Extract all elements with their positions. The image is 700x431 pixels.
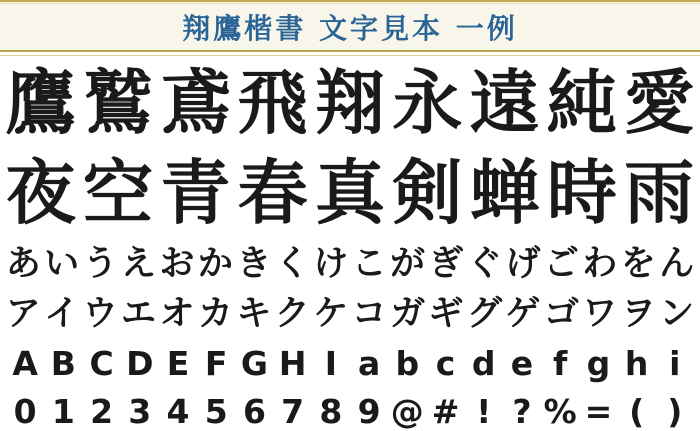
gold-rule-bottom-thin	[0, 55, 700, 56]
sample-glyph: ?	[512, 392, 532, 431]
sample-glyph: げ	[505, 242, 541, 284]
sample-glyph: B	[50, 343, 76, 383]
sample-glyph: 青	[160, 151, 231, 234]
sample-glyph: 8	[319, 392, 343, 431]
sample-glyph: 9	[357, 392, 381, 431]
sample-glyph: グ	[466, 292, 502, 334]
sample-glyph: い	[44, 242, 80, 284]
sample-glyph: =	[584, 392, 613, 431]
sample-glyph: 真	[314, 151, 385, 234]
sample-glyph: 春	[237, 151, 308, 234]
specimen-header-band	[0, 0, 700, 52]
sample-glyph: 鳶	[160, 61, 231, 144]
kanji-sample-row-2	[0, 148, 700, 238]
sample-glyph: わ	[582, 242, 618, 284]
sample-glyph: d	[471, 343, 496, 383]
katakana-sample-row	[0, 288, 700, 338]
sample-glyph: ぎ	[428, 242, 464, 284]
sample-glyph: イ	[44, 292, 80, 334]
sample-glyph: 時	[546, 151, 617, 234]
sample-glyph: 5	[204, 392, 228, 431]
sample-glyph: ウ	[82, 292, 118, 334]
sample-glyph: F	[204, 343, 228, 383]
sample-glyph: b	[395, 343, 420, 383]
sample-glyph: )	[667, 392, 683, 431]
sample-glyph: 愛	[624, 61, 695, 144]
latin-sample-row	[0, 338, 700, 388]
sample-glyph: を	[620, 242, 656, 284]
sample-glyph: ヲ	[620, 292, 656, 334]
sample-glyph: e	[510, 343, 534, 383]
sample-glyph: 4	[166, 392, 190, 431]
sample-glyph: 0	[13, 392, 37, 431]
sample-glyph: え	[121, 242, 157, 284]
sample-glyph: こ	[351, 242, 387, 284]
sample-glyph: E	[166, 343, 190, 383]
sample-glyph: 永	[392, 61, 463, 144]
sample-glyph: ゴ	[543, 292, 579, 334]
sample-glyph: a	[357, 343, 381, 383]
sample-glyph: (	[629, 392, 645, 431]
sample-glyph: 剣	[392, 151, 463, 234]
specimen-body	[0, 52, 700, 431]
sample-glyph: ん	[659, 242, 695, 284]
sample-glyph: g	[586, 343, 611, 383]
sample-glyph: 鷹	[5, 61, 76, 144]
sample-glyph: が	[390, 242, 426, 284]
sample-glyph: G	[240, 343, 268, 383]
sample-glyph: コ	[351, 292, 387, 334]
sample-glyph: 翔	[314, 61, 385, 144]
sample-glyph: キ	[236, 292, 272, 334]
sample-glyph: C	[89, 343, 114, 383]
sample-glyph: 雨	[624, 151, 695, 234]
sample-glyph: 6	[242, 392, 266, 431]
kanji-sample-row-1	[0, 58, 700, 148]
sample-glyph: あ	[5, 242, 41, 284]
sample-glyph: 7	[281, 392, 305, 431]
sample-glyph: ご	[543, 242, 579, 284]
sample-glyph: f	[552, 343, 568, 383]
sample-glyph: カ	[197, 292, 233, 334]
sample-glyph: D	[126, 343, 154, 383]
sample-glyph: う	[82, 242, 118, 284]
gold-rule-bottom	[0, 50, 700, 52]
sample-glyph: き	[236, 242, 272, 284]
sample-glyph: I	[324, 343, 337, 383]
sample-glyph: 3	[128, 392, 152, 431]
sample-glyph: @	[390, 392, 424, 431]
sample-glyph: A	[12, 343, 38, 383]
sample-glyph: か	[197, 242, 233, 284]
sample-glyph: h	[624, 343, 649, 383]
specimen-title: 翔鷹楷書 文字見本 一例	[182, 12, 518, 45]
sample-glyph: %	[543, 392, 577, 431]
sample-glyph: 1	[51, 392, 75, 431]
sample-glyph: ア	[5, 292, 41, 334]
sample-glyph: c	[435, 343, 456, 383]
sample-glyph: 遠	[469, 61, 540, 144]
sample-glyph: オ	[159, 292, 195, 334]
sample-glyph: ギ	[428, 292, 464, 334]
sample-glyph: 純	[546, 61, 617, 144]
sample-glyph: お	[159, 242, 195, 284]
sample-glyph: 蝉	[469, 151, 540, 234]
sample-glyph: ガ	[390, 292, 426, 334]
sample-glyph: !	[476, 392, 492, 431]
sample-glyph: 2	[90, 392, 114, 431]
sample-glyph: 鷲	[82, 61, 153, 144]
sample-glyph: ワ	[582, 292, 618, 334]
sample-glyph: ゲ	[505, 292, 541, 334]
sample-glyph: #	[431, 392, 460, 431]
hiragana-sample-row	[0, 238, 700, 288]
sample-glyph: エ	[121, 292, 157, 334]
sample-glyph: ク	[274, 292, 310, 334]
sample-glyph: ぐ	[466, 242, 502, 284]
sample-glyph: ケ	[313, 292, 349, 334]
sample-glyph: く	[274, 242, 310, 284]
sample-glyph: 空	[82, 151, 153, 234]
sample-glyph: H	[278, 343, 307, 383]
sample-glyph: i	[669, 343, 681, 383]
sample-glyph: 夜	[5, 151, 76, 234]
sample-glyph: ン	[659, 292, 695, 334]
sample-glyph: 飛	[237, 61, 308, 144]
numeral-symbol-sample-row	[0, 388, 700, 431]
sample-glyph: け	[313, 242, 349, 284]
